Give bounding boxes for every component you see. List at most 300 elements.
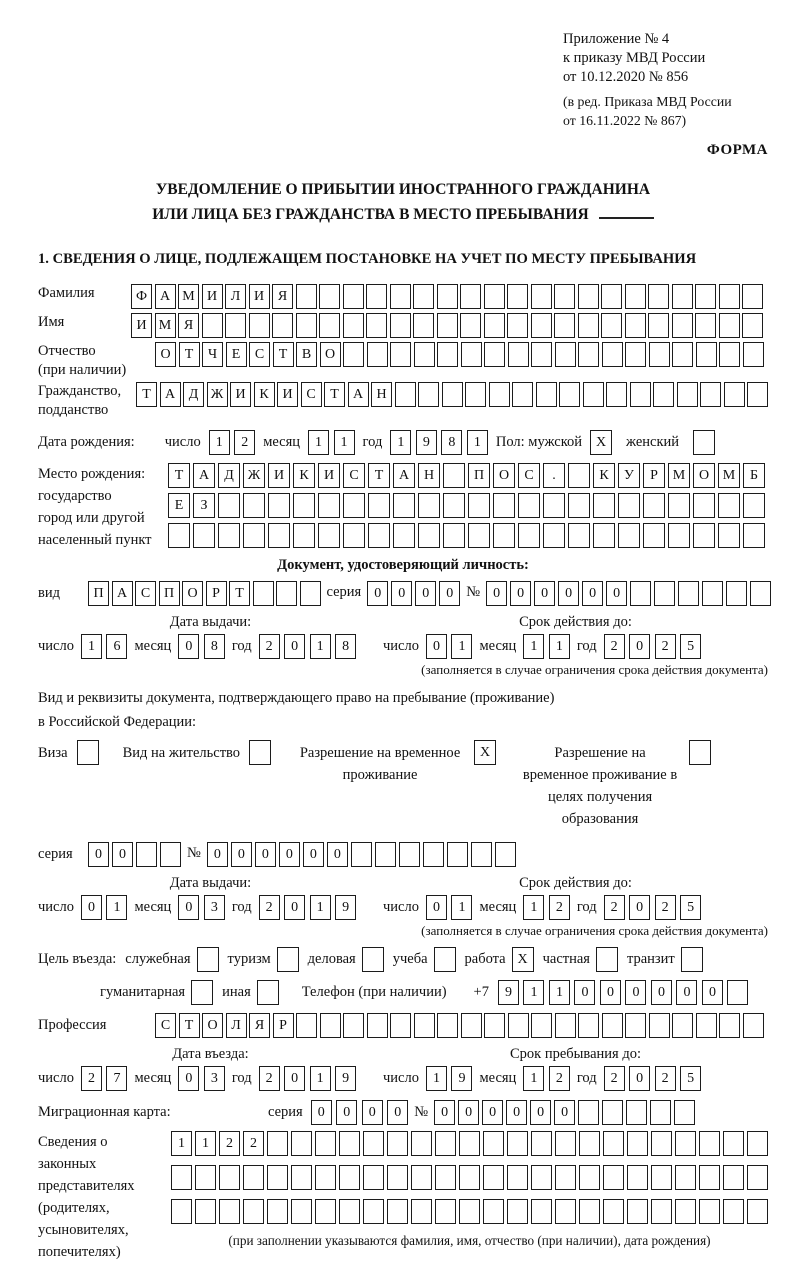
form-cell[interactable]: 0 [178,1066,199,1091]
form-cell[interactable]: А [393,463,415,488]
form-cell[interactable] [719,342,740,367]
form-cell[interactable]: О [155,342,176,367]
purpose-official-checkbox[interactable] [197,947,219,972]
form-cell[interactable] [578,342,599,367]
form-cell[interactable]: Т [368,463,390,488]
form-cell[interactable] [291,1131,312,1156]
form-cell[interactable]: С [301,382,322,407]
form-cell[interactable] [719,284,740,309]
form-cell[interactable] [296,1013,317,1038]
form-cell[interactable] [554,313,575,338]
form-cell[interactable]: 1 [523,1066,544,1091]
form-cell[interactable]: 1 [308,430,329,455]
form-cell[interactable] [343,313,364,338]
residence-issue-day-cells[interactable] [81,895,128,920]
form-cell[interactable] [719,1013,740,1038]
form-cell[interactable] [465,382,486,407]
form-cell[interactable] [555,1131,576,1156]
birth-year-cells[interactable] [390,430,488,455]
form-cell[interactable] [579,1165,600,1190]
form-cell[interactable] [568,493,590,518]
form-cell[interactable] [411,1165,432,1190]
form-cell[interactable] [315,1165,336,1190]
form-cell[interactable] [489,382,510,407]
form-cell[interactable] [695,284,716,309]
form-cell[interactable] [363,1165,384,1190]
form-cell[interactable] [602,1100,623,1125]
form-cell[interactable] [651,1165,672,1190]
form-cell[interactable] [193,523,215,548]
form-cell[interactable] [648,313,669,338]
form-cell[interactable] [276,581,297,606]
form-cell[interactable] [268,493,290,518]
form-cell[interactable]: О [493,463,515,488]
stay-year-cells[interactable] [604,1066,702,1091]
form-cell[interactable] [675,1131,696,1156]
form-cell[interactable] [414,342,435,367]
form-cell[interactable] [318,523,340,548]
form-cell[interactable]: 2 [655,1066,676,1091]
form-cell[interactable]: А [112,581,133,606]
form-cell[interactable] [678,581,699,606]
form-cell[interactable]: 1 [390,430,411,455]
form-cell[interactable]: 0 [426,895,447,920]
form-cell[interactable]: 1 [426,1066,447,1091]
form-cell[interactable] [195,1199,216,1224]
form-cell[interactable]: 0 [486,581,507,606]
form-cell[interactable] [536,382,557,407]
form-cell[interactable] [507,1131,528,1156]
option-residence-permit-checkbox[interactable] [249,740,271,765]
form-cell[interactable]: 1 [451,895,472,920]
birth-day-cells[interactable] [209,430,256,455]
form-cell[interactable]: 3 [204,1066,225,1091]
identity-valid-year-cells[interactable] [604,634,702,659]
form-cell[interactable] [718,493,740,518]
form-cell[interactable]: 0 [554,1100,575,1125]
form-cell[interactable]: Л [225,284,246,309]
form-cell[interactable] [399,842,420,867]
form-cell[interactable] [484,1013,505,1038]
form-cell[interactable] [225,313,246,338]
form-cell[interactable] [726,581,747,606]
form-cell[interactable] [484,342,505,367]
form-cell[interactable]: Я [249,1013,270,1038]
form-cell[interactable] [723,1199,744,1224]
form-cell[interactable] [627,1199,648,1224]
form-cell[interactable] [363,1131,384,1156]
form-cell[interactable] [343,1013,364,1038]
form-cell[interactable]: 5 [680,895,701,920]
form-cell[interactable] [601,313,622,338]
form-cell[interactable] [363,1199,384,1224]
form-cell[interactable] [643,493,665,518]
form-cell[interactable]: О [202,1013,223,1038]
form-cell[interactable]: 0 [255,842,276,867]
form-cell[interactable] [508,342,529,367]
form-cell[interactable] [387,1131,408,1156]
form-cell[interactable] [459,1199,480,1224]
form-cell[interactable]: 0 [207,842,228,867]
form-cell[interactable]: С [249,342,270,367]
form-cell[interactable]: Р [273,1013,294,1038]
form-cell[interactable]: 0 [284,634,305,659]
phone-cells[interactable] [498,980,749,1005]
form-cell[interactable] [437,313,458,338]
form-cell[interactable] [743,493,765,518]
form-cell[interactable] [484,313,505,338]
form-cell[interactable] [339,1199,360,1224]
form-cell[interactable] [693,493,715,518]
birth-place-cells-row2[interactable] [168,493,765,518]
form-cell[interactable] [507,1199,528,1224]
form-cell[interactable]: 1 [310,895,331,920]
form-cell[interactable]: 0 [178,895,199,920]
form-cell[interactable]: 0 [600,980,621,1005]
form-cell[interactable] [531,1199,552,1224]
form-cell[interactable]: 2 [259,634,280,659]
form-cell[interactable]: 0 [629,1066,650,1091]
form-cell[interactable]: 2 [234,430,255,455]
form-cell[interactable] [747,382,768,407]
form-cell[interactable] [319,284,340,309]
form-cell[interactable] [677,382,698,407]
form-cell[interactable]: 1 [195,1131,216,1156]
form-cell[interactable]: 0 [558,581,579,606]
form-cell[interactable]: З [193,493,215,518]
form-cell[interactable]: К [254,382,275,407]
form-cell[interactable] [672,1013,693,1038]
form-cell[interactable]: И [131,313,152,338]
form-cell[interactable] [218,523,240,548]
form-cell[interactable]: Т [168,463,190,488]
form-cell[interactable] [668,493,690,518]
form-cell[interactable]: С [135,581,156,606]
form-cell[interactable] [249,313,270,338]
form-cell[interactable]: П [468,463,490,488]
form-cell[interactable]: 2 [604,895,625,920]
form-cell[interactable]: Т [324,382,345,407]
form-cell[interactable] [393,523,415,548]
form-cell[interactable]: Д [218,463,240,488]
form-cell[interactable] [315,1199,336,1224]
form-cell[interactable]: 0 [702,980,723,1005]
form-cell[interactable] [699,1199,720,1224]
form-cell[interactable]: П [159,581,180,606]
purpose-humanitarian-checkbox[interactable] [191,980,213,1005]
form-cell[interactable] [339,1165,360,1190]
form-cell[interactable] [368,493,390,518]
form-cell[interactable] [367,1013,388,1038]
form-cell[interactable] [393,493,415,518]
form-cell[interactable] [268,523,290,548]
form-cell[interactable] [243,493,265,518]
form-cell[interactable] [218,493,240,518]
form-cell[interactable] [461,1013,482,1038]
purpose-study-checkbox[interactable] [434,947,456,972]
form-cell[interactable]: 0 [81,895,102,920]
form-cell[interactable] [442,382,463,407]
form-cell[interactable]: Ж [207,382,228,407]
form-cell[interactable]: И [202,284,223,309]
form-cell[interactable] [493,493,515,518]
form-cell[interactable]: И [277,382,298,407]
form-cell[interactable]: О [693,463,715,488]
form-cell[interactable] [387,1165,408,1190]
form-cell[interactable]: О [182,581,203,606]
form-cell[interactable]: Р [643,463,665,488]
form-cell[interactable] [413,284,434,309]
form-cell[interactable] [578,313,599,338]
representatives-cells-row3[interactable] [171,1199,768,1224]
form-cell[interactable] [435,1199,456,1224]
form-cell[interactable] [320,1013,341,1038]
form-cell[interactable]: Т [179,1013,200,1038]
form-cell[interactable]: 1 [467,430,488,455]
form-cell[interactable]: О [320,342,341,367]
form-cell[interactable] [653,382,674,407]
form-cell[interactable]: 9 [498,980,519,1005]
form-cell[interactable]: И [268,463,290,488]
form-cell[interactable] [625,313,646,338]
form-cell[interactable]: 2 [549,895,570,920]
form-cell[interactable] [368,523,390,548]
form-cell[interactable]: 0 [284,1066,305,1091]
form-cell[interactable] [339,1131,360,1156]
form-cell[interactable]: 2 [81,1066,102,1091]
form-cell[interactable]: Е [226,342,247,367]
form-cell[interactable] [437,1013,458,1038]
residence-issue-month-cells[interactable] [178,895,225,920]
surname-cells[interactable] [131,284,763,309]
form-cell[interactable]: К [293,463,315,488]
sex-female-checkbox[interactable] [693,430,715,455]
form-cell[interactable]: М [718,463,740,488]
form-cell[interactable] [723,1131,744,1156]
form-cell[interactable] [171,1199,192,1224]
form-cell[interactable] [318,493,340,518]
form-cell[interactable] [668,523,690,548]
form-cell[interactable]: Л [226,1013,247,1038]
identity-issue-month-cells[interactable] [178,634,225,659]
form-cell[interactable] [343,493,365,518]
form-cell[interactable] [423,842,444,867]
form-cell[interactable]: 0 [362,1100,383,1125]
form-cell[interactable] [243,523,265,548]
form-cell[interactable] [672,284,693,309]
form-cell[interactable]: А [348,382,369,407]
form-cell[interactable]: 9 [335,1066,356,1091]
form-cell[interactable]: Ч [202,342,223,367]
form-cell[interactable]: 2 [243,1131,264,1156]
form-cell[interactable]: Я [272,284,293,309]
form-cell[interactable] [747,1165,768,1190]
form-cell[interactable]: 0 [439,581,460,606]
form-cell[interactable] [461,342,482,367]
form-cell[interactable] [443,463,465,488]
form-cell[interactable] [627,1131,648,1156]
form-cell[interactable]: 0 [482,1100,503,1125]
form-cell[interactable]: 0 [426,634,447,659]
form-cell[interactable] [675,1165,696,1190]
form-cell[interactable] [718,523,740,548]
form-cell[interactable] [695,313,716,338]
form-cell[interactable] [460,313,481,338]
form-cell[interactable] [512,382,533,407]
form-cell[interactable] [696,1013,717,1038]
form-cell[interactable] [719,313,740,338]
form-cell[interactable] [554,284,575,309]
form-cell[interactable]: 0 [279,842,300,867]
form-cell[interactable] [508,1013,529,1038]
form-cell[interactable] [747,1199,768,1224]
form-cell[interactable]: 9 [335,895,356,920]
form-cell[interactable] [414,1013,435,1038]
form-cell[interactable]: Ж [243,463,265,488]
form-cell[interactable] [555,1165,576,1190]
form-cell[interactable]: 2 [604,1066,625,1091]
form-cell[interactable] [727,980,748,1005]
form-cell[interactable] [293,493,315,518]
form-cell[interactable] [643,523,665,548]
citizenship-cells[interactable] [136,382,768,407]
form-cell[interactable]: 9 [451,1066,472,1091]
form-cell[interactable]: 1 [523,980,544,1005]
form-cell[interactable]: Е [168,493,190,518]
form-cell[interactable] [531,342,552,367]
form-cell[interactable] [747,1131,768,1156]
option-temp-residence-checkbox[interactable]: X [474,740,496,765]
form-cell[interactable] [437,342,458,367]
form-cell[interactable]: Я [178,313,199,338]
residence-issue-year-cells[interactable] [259,895,357,920]
form-cell[interactable]: Р [206,581,227,606]
form-cell[interactable] [484,284,505,309]
form-cell[interactable] [418,382,439,407]
form-cell[interactable] [418,493,440,518]
form-cell[interactable]: 0 [367,581,388,606]
form-cell[interactable] [724,382,745,407]
form-cell[interactable] [568,463,590,488]
form-cell[interactable]: А [193,463,215,488]
form-cell[interactable]: 3 [204,895,225,920]
form-cell[interactable] [625,1013,646,1038]
form-cell[interactable] [579,1131,600,1156]
birth-month-cells[interactable] [308,430,355,455]
form-cell[interactable]: 2 [259,1066,280,1091]
stay-month-cells[interactable] [523,1066,570,1091]
form-cell[interactable] [243,1199,264,1224]
entry-day-cells[interactable] [81,1066,128,1091]
form-cell[interactable] [743,523,765,548]
form-cell[interactable] [168,523,190,548]
form-cell[interactable]: 0 [606,581,627,606]
form-cell[interactable]: М [178,284,199,309]
form-cell[interactable] [618,523,640,548]
form-cell[interactable]: 9 [416,430,437,455]
form-cell[interactable] [367,342,388,367]
form-cell[interactable]: Н [371,382,392,407]
form-cell[interactable] [699,1131,720,1156]
form-cell[interactable] [296,284,317,309]
form-cell[interactable]: Т [136,382,157,407]
form-cell[interactable]: . [543,463,565,488]
form-cell[interactable]: 0 [629,895,650,920]
form-cell[interactable]: 2 [549,1066,570,1091]
form-cell[interactable]: А [155,284,176,309]
form-cell[interactable] [531,1165,552,1190]
form-cell[interactable] [555,342,576,367]
form-cell[interactable] [351,842,372,867]
form-cell[interactable] [387,1199,408,1224]
form-cell[interactable]: 0 [651,980,672,1005]
form-cell[interactable] [471,842,492,867]
form-cell[interactable] [602,1013,623,1038]
form-cell[interactable] [603,1165,624,1190]
form-cell[interactable]: 0 [434,1100,455,1125]
form-cell[interactable]: 0 [336,1100,357,1125]
form-cell[interactable] [390,313,411,338]
form-cell[interactable] [543,493,565,518]
purpose-other-checkbox[interactable] [257,980,279,1005]
form-cell[interactable]: Д [183,382,204,407]
form-cell[interactable] [531,284,552,309]
form-cell[interactable]: 0 [303,842,324,867]
form-cell[interactable] [202,313,223,338]
form-cell[interactable]: 0 [625,980,646,1005]
form-cell[interactable] [437,284,458,309]
form-cell[interactable] [483,1165,504,1190]
identity-issue-year-cells[interactable] [259,634,357,659]
form-cell[interactable]: 0 [88,842,109,867]
form-cell[interactable] [531,1013,552,1038]
form-cell[interactable] [723,1165,744,1190]
form-cell[interactable] [696,342,717,367]
form-cell[interactable]: 0 [415,581,436,606]
form-cell[interactable] [651,1199,672,1224]
form-cell[interactable]: 5 [680,634,701,659]
form-cell[interactable] [435,1131,456,1156]
form-cell[interactable] [743,342,764,367]
form-cell[interactable]: 0 [231,842,252,867]
form-cell[interactable] [618,493,640,518]
form-cell[interactable] [507,313,528,338]
form-cell[interactable] [606,382,627,407]
migration-series-cells[interactable] [311,1100,409,1125]
form-cell[interactable] [300,581,321,606]
form-cell[interactable] [296,313,317,338]
form-cell[interactable]: К [593,463,615,488]
form-cell[interactable]: 8 [441,430,462,455]
form-cell[interactable]: 1 [81,634,102,659]
form-cell[interactable] [518,493,540,518]
form-cell[interactable]: 8 [335,634,356,659]
form-cell[interactable]: 2 [655,634,676,659]
form-cell[interactable] [601,284,622,309]
form-cell[interactable] [602,342,623,367]
form-cell[interactable] [343,523,365,548]
form-cell[interactable] [291,1199,312,1224]
form-cell[interactable]: 0 [311,1100,332,1125]
form-cell[interactable]: 0 [112,842,133,867]
purpose-private-checkbox[interactable] [596,947,618,972]
form-cell[interactable] [630,382,651,407]
form-cell[interactable] [468,493,490,518]
form-cell[interactable] [418,523,440,548]
sex-male-checkbox[interactable]: X [590,430,612,455]
form-cell[interactable] [649,342,670,367]
residence-valid-day-cells[interactable] [426,895,473,920]
